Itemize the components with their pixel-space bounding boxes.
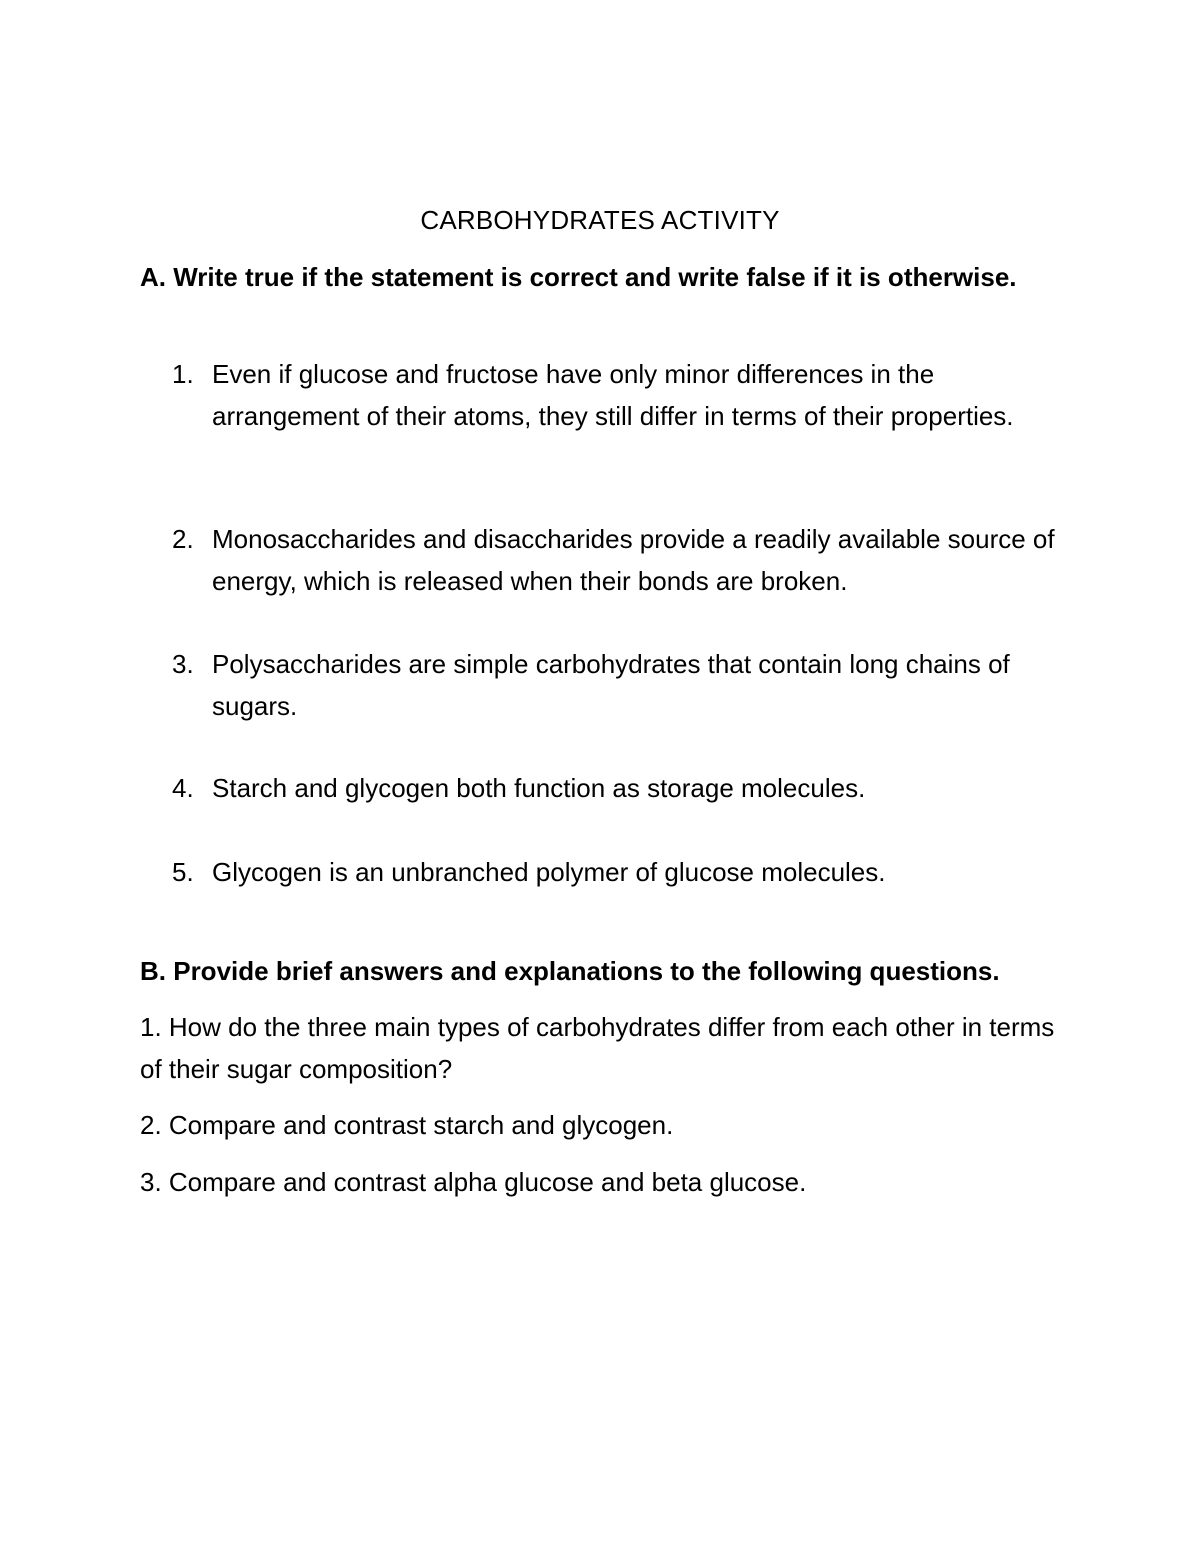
list-item-number: 1. (172, 359, 194, 389)
list-item-text: Starch and glycogen both function as storage molecules. (212, 773, 866, 803)
section-a-heading: A. Write true if the statement is correct and write false if it is otherwise. (140, 262, 1017, 292)
list-item-text: Monosaccharides and disaccharides provide a readily available source of energy, which is released when their bonds are broken. (212, 524, 1055, 596)
list-item-number: 4. (172, 773, 194, 803)
section-b-heading: B. Provide brief answers and explanations to the following questions. (140, 956, 1000, 986)
list-item-text: Even if glucose and fructose have only minor differences in the arrangement of their atoms, they still differ in terms of their properties. (212, 359, 1014, 431)
list-item-text: Glycogen is an unbranched polymer of glucose molecules. (212, 857, 886, 887)
list-item-number: 5. (172, 857, 194, 887)
list-item-number: 2. (172, 524, 194, 554)
document-title: CARBOHYDRATES ACTIVITY (420, 205, 780, 235)
question-2: 2. Compare and contrast starch and glycogen. (140, 1110, 674, 1140)
question-1: 1. How do the three main types of carbohydrates differ from each other in terms of their sugar composition? (140, 1012, 1055, 1084)
list-item-text: Polysaccharides are simple carbohydrates that contain long chains of sugars. (212, 649, 1010, 721)
question-3: 3. Compare and contrast alpha glucose and beta glucose. (140, 1167, 807, 1197)
list-item-number: 3. (172, 649, 194, 679)
